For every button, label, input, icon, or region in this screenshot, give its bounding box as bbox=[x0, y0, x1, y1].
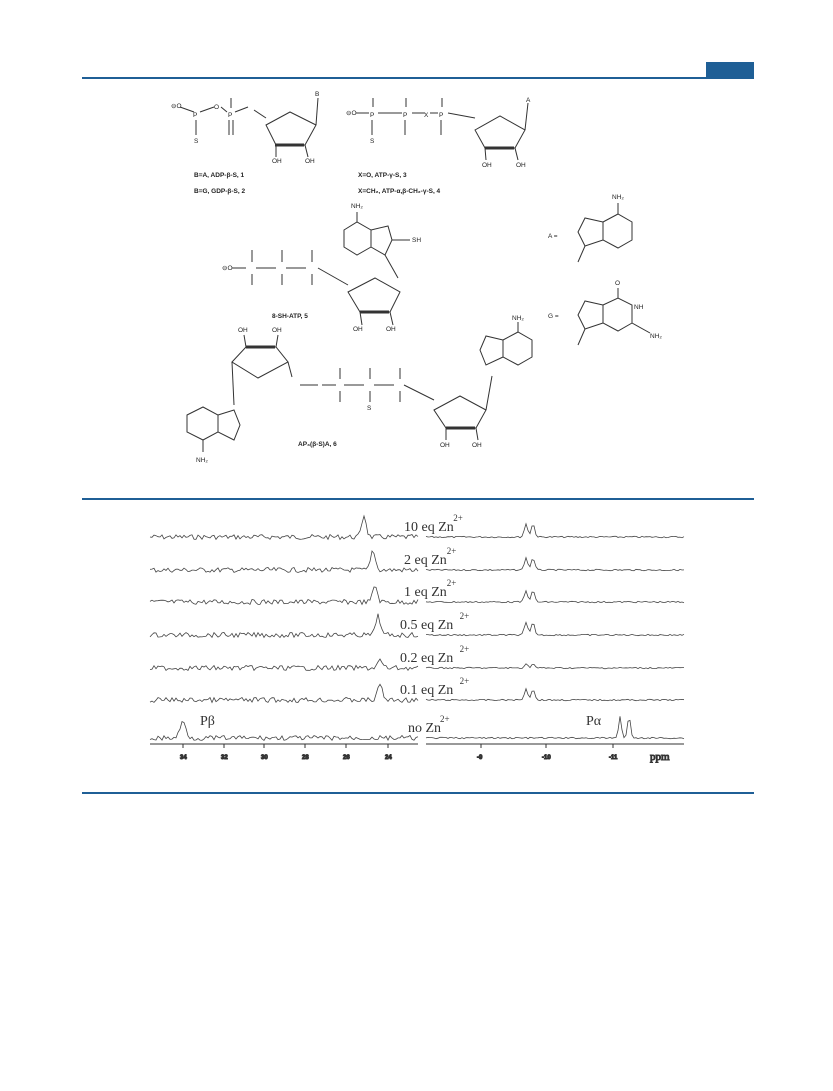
nmr-ticks bbox=[180, 744, 670, 763]
o-atom: O bbox=[214, 104, 220, 111]
oh-3c: OH bbox=[353, 326, 363, 333]
oh-2c: OH bbox=[386, 326, 396, 333]
spectrum-right-trace bbox=[426, 524, 684, 538]
structure-ap3-beta-s-a bbox=[187, 315, 532, 464]
p-alpha-3: P bbox=[439, 112, 444, 119]
spectrum-left-trace bbox=[150, 684, 418, 702]
spectrum-row-sup: 2+ bbox=[459, 676, 470, 686]
spectrum-row-label: 0.5 eq Zn bbox=[400, 618, 454, 633]
nh2-5: NH₂ bbox=[351, 203, 363, 210]
s-atom-1: S bbox=[194, 138, 199, 145]
nh2-a: NH₂ bbox=[612, 194, 624, 201]
peak-alpha-label: Pα bbox=[586, 714, 602, 729]
spectrum-left-trace bbox=[150, 722, 418, 741]
tick-label: -11 bbox=[609, 755, 618, 761]
spectrum-row-sup: 2+ bbox=[459, 611, 470, 621]
spectrum-row-sup: 2+ bbox=[440, 714, 450, 724]
cmp4-name: X=CH₂, ATP-α,β-CH₂-γ-S, 4 bbox=[358, 188, 441, 195]
spectrum-row-label: 1 eq Zn bbox=[404, 585, 447, 600]
structure-base-adenine bbox=[548, 194, 632, 262]
base-a-3: A bbox=[526, 97, 531, 104]
o-minus-3: ⊖O bbox=[346, 110, 357, 117]
cmp6-name: AP₃(β-S)A, 6 bbox=[298, 441, 337, 448]
tick-label: 32 bbox=[221, 755, 228, 761]
spectrum-row-label: 0.2 eq Zn bbox=[400, 651, 454, 666]
spectrum-right-trace bbox=[426, 591, 684, 603]
p-beta-3: P bbox=[403, 112, 408, 119]
structure-base-guanine bbox=[548, 280, 662, 345]
oh-6c: OH bbox=[440, 442, 450, 449]
structure-atp-gamma-s bbox=[346, 97, 531, 195]
nh2-6b: NH₂ bbox=[512, 315, 524, 322]
spectrum-row-label: 2 eq Zn bbox=[404, 553, 447, 568]
oh-6a: OH bbox=[238, 327, 248, 334]
o-g: O bbox=[615, 280, 621, 287]
spectrum-right-trace bbox=[426, 664, 684, 669]
spectrum-row-label: 10 eq Zn bbox=[404, 520, 454, 535]
tick-label: 24 bbox=[385, 755, 392, 761]
tick-label: 28 bbox=[302, 755, 309, 761]
o-minus-1: ⊖O bbox=[171, 103, 182, 110]
base-a-label: A = bbox=[548, 233, 558, 240]
tick-label: -9 bbox=[477, 755, 483, 761]
spectrum-left-trace bbox=[150, 587, 418, 604]
o-minus-5: ⊖O bbox=[222, 265, 233, 272]
peak-beta-label: Pβ bbox=[200, 714, 215, 729]
spectrum-left-trace bbox=[150, 551, 418, 573]
cmp5-name: 8-SH-ATP, 5 bbox=[272, 313, 308, 320]
spectrum-row-label: 0.1 eq Zn bbox=[400, 683, 454, 698]
spectrum-row-sup: 2+ bbox=[446, 578, 457, 588]
nh2-6a: NH₂ bbox=[196, 457, 208, 464]
nh-g: NH bbox=[634, 304, 644, 311]
tick-label: 34 bbox=[180, 755, 187, 761]
spectrum-right-trace bbox=[426, 558, 684, 571]
tick-label: 30 bbox=[261, 755, 268, 761]
cmp2-name: B=G, GDP-β-S, 2 bbox=[194, 188, 246, 195]
structure-8-sh-atp bbox=[222, 203, 421, 333]
spectrum-left-trace bbox=[150, 516, 418, 540]
cmp1-name: B=A, ADP-β-S, 1 bbox=[194, 172, 245, 179]
spectrum-left-trace bbox=[150, 659, 418, 670]
axis-unit: ppm bbox=[650, 751, 670, 763]
oh-6d: OH bbox=[472, 442, 482, 449]
oh-6b: OH bbox=[272, 327, 282, 334]
tick-label: -10 bbox=[542, 755, 551, 761]
oh-3b: OH bbox=[482, 162, 492, 169]
s-atom-3: S bbox=[370, 138, 375, 145]
p-beta: P bbox=[193, 112, 198, 119]
p-alpha: P bbox=[228, 112, 233, 119]
oh-3: OH bbox=[272, 158, 282, 165]
base-g-label: G = bbox=[548, 313, 559, 320]
spectrum-left-trace bbox=[150, 614, 418, 638]
spectrum-row-sup: 2+ bbox=[459, 644, 470, 654]
spectrum-row-sup: 2+ bbox=[453, 513, 463, 523]
s-atom-6: S bbox=[367, 405, 372, 412]
nmr-labels bbox=[200, 513, 602, 736]
spectrum-row-label: no Zn bbox=[408, 721, 442, 736]
tick-label: 26 bbox=[343, 755, 350, 761]
oh-2: OH bbox=[305, 158, 315, 165]
sh-atom: SH bbox=[412, 237, 422, 244]
p-gamma: P bbox=[370, 112, 375, 119]
spectrum-right-trace bbox=[426, 716, 684, 738]
spectrum-right-trace bbox=[426, 622, 684, 635]
structure-adp-beta-s bbox=[171, 91, 319, 195]
spectrum-right-trace bbox=[426, 689, 684, 701]
x-atom: X bbox=[424, 112, 429, 119]
base-b: B bbox=[315, 91, 320, 98]
nh2-g: NH₂ bbox=[650, 333, 662, 340]
spectrum-row-sup: 2+ bbox=[446, 546, 457, 556]
oh-2b: OH bbox=[516, 162, 526, 169]
cmp3-name: X=O, ATP-γ-S, 3 bbox=[358, 172, 407, 179]
